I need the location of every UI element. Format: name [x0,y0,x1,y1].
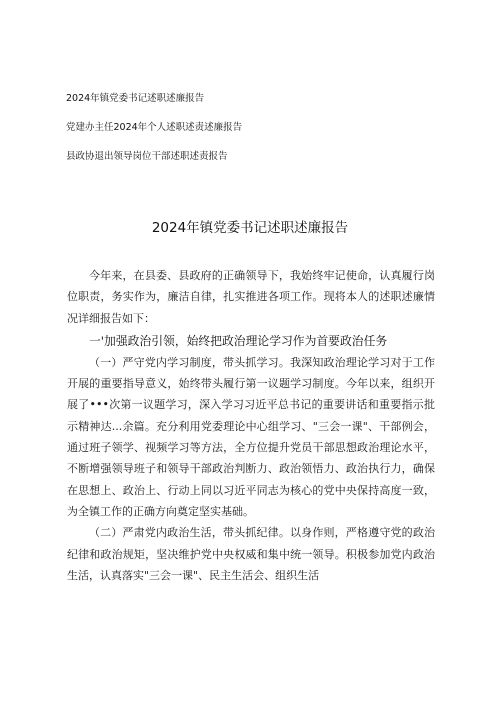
toc-item[interactable]: 党建办主任2024年个人述职述责述廉报告 [66,122,243,133]
document-title: 2024年镇党委书记述职述廉报告 [151,220,349,236]
intro-paragraph: 今年来，在县委、县政府的正确领导下，我始终牢记使命，认真履行岗位职责，务实作为，廉洁自律，扎实推进各项工作。现将本人的述职述廉情况详细报告如下： [67,269,435,325]
document-body [67,265,435,586]
body-paragraph: （二）严肃党内政治生活，带头抓纪律。以身作则，严格遵守党的政治纪律和政治规矩，坚决维护党中央权威和集中统一领导。积极参加党内政治生活，认真落实"三会一课"、民主生活会、组织生活 [67,526,435,582]
table-of-contents [66,92,446,179]
body-paragraph: （一）严守党内学习制度，带头抓学习。我深知政治理论学习对于工作开展的重要指导意义，始终带头履行第一议题学习制度。今年以来，组织开展了•••次第一议题学习，深入学习习近平总书记的重要讲话和重要指示批示精神达...余篇。充分利用党委理论中心组学习、"三会一课"、干部例会，通过班子领学、视频学习等方法，全方位提升党员干部思想政治理论水平，不断增强领导班子和领导干部政治判断力、政治领悟力、政治执行力，确保在思想上、政治上、行动上同以习近平同志为核心的党中央保持高度一致，为全镇工作的正确方向奠定坚实基础。 [67,355,435,518]
toc-item[interactable]: 县政协退出领导岗位干部述职述责报告 [66,151,228,162]
section-heading: 一'加强政治引领，始终把政治理论学习作为首要政治任务 [89,333,388,348]
toc-item[interactable]: 2024年镇党委书记述职述廉报告 [66,93,205,104]
